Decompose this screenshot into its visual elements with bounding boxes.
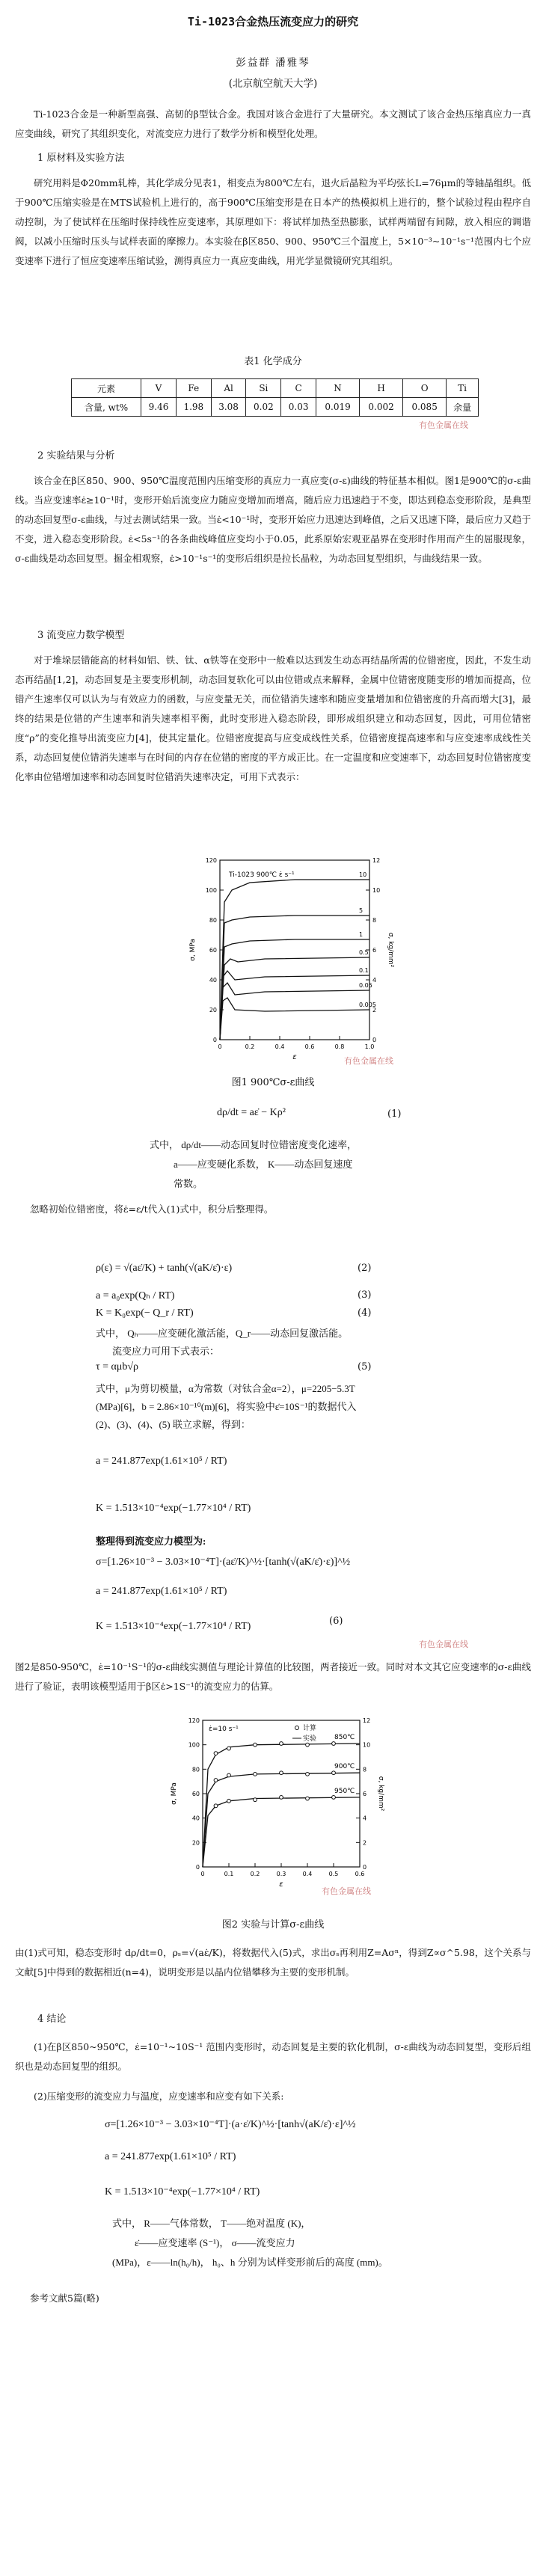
data-point	[332, 1742, 336, 1746]
equation-explanation: 式中，μ为剪切模量，α为常数（对钛合金α=2），μ=2205−5.3T	[96, 1383, 355, 1394]
equation-explanation: (MPa)[6]，b = 2.86×10⁻¹⁰(m)[6]，将实验中ε̇=10S⁻¹的数据代入	[96, 1401, 357, 1412]
legend-exp: 实验	[303, 1735, 317, 1743]
rate-label: ε̇=10 s⁻¹	[209, 1726, 239, 1733]
x-tick-label: 0.6	[355, 1871, 365, 1877]
y2-tick-label: 0	[363, 1864, 367, 1871]
series-line-0.005	[220, 998, 369, 1040]
equation-explanation: 流变应力可用下式表示：	[112, 1346, 220, 1357]
figure-1-chart	[187, 851, 404, 1068]
x-tick-label: 1.0	[364, 1043, 375, 1050]
results-paragraph: 该合金在β区850、900、950℃温度范围内压缩变形的真应力一真应变(σ-ε)曲线的特征基本相似。图1是900℃的σ-ε曲线。当应变速率ε̇≥10⁻¹时，变形开始后流变应力随应变增加而增高，随后应力迅速趋于不变，即达到稳态变形阶段，是典型的动态回复型σ-ε曲线，与过去测试结果一致。当ε̇<10⁻¹时，变形开始应力迅速达到峰值，之后又迅速下降，最后应力又趋于不变，进入稳态变形阶段。ε̇<5s⁻¹的各条曲线峰值应变均小于0.05，此系原始宏观亚晶界在变形时作用而产生的屈服现象，σ-ε曲线是动态回复型。掘金相观察，ε̇>10⁻¹s⁻¹的变形后组织是拉长晶粒，为动态回复型组织，与曲线结果一致。	[15, 475, 531, 564]
table-cell: Si	[246, 379, 281, 398]
figure-2-paragraph: 图2是850-950℃，ε̇=10⁻¹S⁻¹的σ-ε曲线实测值与理论计算值的比较图，两者接近一致。同时对本文其它应变速率的σ-ε曲线进行了验证，表明该模型适用于β区ε̇>1S⁻¹的流变应力的估算。	[15, 1661, 531, 1692]
table-cell: V	[141, 379, 177, 398]
table-cell: C	[281, 379, 316, 398]
equation-2-number: (2)	[358, 1263, 372, 1274]
equation-1-number: (1)	[387, 1108, 402, 1120]
conclusion-symbols: ε̇——应变速率 (S⁻¹)， σ——流变应力	[135, 2237, 295, 2248]
watermark-text: 有色金属在线	[344, 1056, 393, 1066]
table-cell: 元素	[72, 379, 141, 398]
x-axis-label: ε	[279, 1880, 283, 1889]
data-point	[227, 1773, 231, 1777]
x-tick-label: 0.5	[328, 1871, 339, 1877]
x-tick-label: 0.6	[304, 1043, 315, 1050]
y-tick-label: 80	[209, 917, 217, 924]
y-tick-label: 0	[212, 1037, 217, 1043]
data-point	[254, 1798, 257, 1802]
watermark-text: 有色金属在线	[419, 420, 468, 430]
abstract-paragraph: Ti-1023合金是一种新型高强、高韧的β型钛合金。我国对该合金进行了大量研究。本文测试了该合金热压缩真应力一真应变曲线，研究了其组织变化，对流变应力进行了数学分析和模型化处理。	[15, 108, 531, 139]
data-point	[227, 1799, 231, 1803]
data-point	[332, 1796, 336, 1800]
equation-4: K = K₀exp(− Q_r / RT)	[96, 1307, 194, 1319]
series-label: 0.1	[359, 967, 369, 974]
conclusion-equation-a: a = 241.877exp(1.61×10⁵ / RT)	[105, 2151, 236, 2162]
data-point	[254, 1743, 257, 1747]
y-tick-label: 40	[209, 977, 217, 984]
references-note: 参考文献5篇(略)	[30, 2293, 99, 2304]
table-row	[72, 398, 479, 417]
plot-frame	[220, 860, 369, 1040]
y-axis-label: σ, MPa	[171, 1782, 178, 1805]
table-cell: 9.46	[141, 398, 177, 417]
methods-paragraph: 研究用料是Φ20mm轧棒，其化学成分见表1，相变点为800℃左右，退火后晶粒为平均弦长L=76μm的等轴晶组织。低于900℃压缩实验是在MTS试验机上进行的，高于900℃压缩变形是在日本产的热模拟机上进行的，整个试验过程由程序自动控制，为了使试样在压缩时保持线性应变速率，其原理如下：将试样加热至热膨胀，试样两端留有间隙，放入相应的调谐阀，以减小压缩时压头与试样表面的摩擦力。本实验在β区850、900、950℃三个温度上，5×10⁻³~10⁻¹s⁻¹范围内七个应变速率下进行了恒应变速率压缩试验，测得真应力一真应变曲线，用光学显微镜研究其组织。	[15, 177, 531, 266]
y-tick-label: 40	[191, 1815, 200, 1822]
conclusion-1: (1)在β区850~950℃，ε̇=10⁻¹~10S⁻¹ 范围内变形时，动态回复是主要的软化机制，σ-ε曲线为动态回复型，变形后组织也是动态回复型的组织。	[15, 2041, 531, 2072]
series-line-0.5	[220, 957, 369, 1040]
y-tick-label: 100	[188, 1741, 200, 1749]
conclusion-symbols: (MPa)，ε——ln(h₀/h)， h₀、h 分别为试样变形前后的高度 (mm)。	[112, 2257, 388, 2268]
figure-1-title: Ti-1023 900℃ ε̇ s⁻¹	[229, 871, 295, 879]
y-tick-label: 120	[188, 1717, 200, 1724]
series-line-950℃	[203, 1797, 360, 1867]
derivation-paragraph: 忽略初始位错密度，将ε̇=ε/t代入(1)式中，积分后整理得。	[30, 1203, 274, 1215]
y2-tick-label: 2	[372, 1007, 377, 1013]
table-cell: 0.002	[360, 398, 403, 417]
y-tick-label: 120	[205, 857, 217, 864]
table-cell: 余量	[447, 398, 479, 417]
equation-1-explanation: a——应变硬化系数， K——动态回复速度	[174, 1159, 353, 1170]
series-line-1	[220, 939, 369, 1040]
x-tick-label: 0.8	[334, 1043, 345, 1050]
y2-tick-label: 12	[372, 857, 381, 864]
paper-authors: 彭益群 潘雅琴	[236, 57, 310, 69]
series-label: 1	[359, 931, 364, 938]
section-heading-4: 4 结论	[37, 2014, 67, 2025]
data-point	[214, 1804, 218, 1808]
x-tick-label: 0.2	[250, 1871, 260, 1877]
data-point	[214, 1779, 218, 1782]
data-point	[280, 1742, 283, 1746]
x-tick-label: 0.4	[274, 1043, 285, 1050]
series-label: 10	[359, 871, 367, 878]
conclusion-equation: σ=[1.26×10⁻³ − 3.03×10⁻⁴T]·(a·ε̇/K)^½·[tanh√(aK/ε̇)·ε]^½	[105, 2119, 356, 2130]
series-label: 950℃	[334, 1787, 355, 1795]
data-point	[280, 1771, 283, 1775]
table-cell: O	[403, 379, 447, 398]
y2-tick-label: 12	[363, 1717, 371, 1724]
section-heading-2: 2 实验结果与分析	[37, 450, 115, 461]
stress-exponent-paragraph: 由(1)式可知，稳态变形时 dρ/dt=0，ρₛ=√(aε̇/K)，将数据代入(5)式，求出σₛ再利用Z=Aσⁿ，得到Z∝σ^5.98，这个关系与文献[5]中得到的数据相近(n=4)，说明变形是以晶内位错攀移为主要的变形机制。	[15, 1947, 531, 1978]
composition-table	[71, 378, 479, 417]
result-k: K = 1.513×10⁻⁴exp(−1.77×10⁴ / RT)	[96, 1503, 251, 1514]
result-a: a = 241.877exp(1.61×10⁵ / RT)	[96, 1456, 227, 1467]
conclusion-equation-k: K = 1.513×10⁻⁴exp(−1.77×10⁴ / RT)	[105, 2186, 260, 2198]
section-heading-3: 3 流变应力数学模型	[37, 630, 125, 641]
y2-tick-label: 4	[363, 1815, 367, 1822]
y-tick-label: 20	[191, 1839, 200, 1847]
y-tick-label: 60	[191, 1791, 200, 1797]
y-axis-label: σ, MPa	[189, 939, 197, 961]
paper-affiliation: (北京航空航天大学)	[228, 78, 318, 90]
table-cell: Fe	[176, 379, 211, 398]
model-heading: 整理得到流变应力模型为:	[96, 1536, 206, 1547]
y2-tick-label: 6	[363, 1791, 367, 1797]
equation-2: ρ(ε) = √(aε̇/K) + tanh(√(aK/ε̇)·ε)	[96, 1263, 233, 1274]
y2-tick-label: 10	[363, 1741, 371, 1749]
data-point	[306, 1797, 310, 1800]
series-label: 0.5	[359, 949, 369, 956]
table-cell: 含量, wt%	[72, 398, 141, 417]
table-cell: 0.02	[246, 398, 281, 417]
y2-tick-label: 4	[372, 977, 377, 984]
y2-axis-label: σ, kg/mm²	[387, 932, 394, 968]
data-point	[306, 1772, 310, 1776]
equation-3-number: (3)	[358, 1289, 372, 1301]
equation-5: τ = αμb√ρ	[96, 1361, 139, 1373]
table-cell: Ti	[447, 379, 479, 398]
y2-tick-label: 10	[372, 887, 381, 894]
x-tick-label: 0	[218, 1043, 222, 1050]
equation-3: a = a₀exp(Qₕ / RT)	[96, 1290, 175, 1301]
y-tick-label: 20	[209, 1007, 217, 1013]
y2-tick-label: 2	[363, 1839, 367, 1847]
table-cell: H	[360, 379, 403, 398]
equation-explanation: 式中， Qₕ——应变硬化激活能，Q_r——动态回复激活能。	[96, 1328, 349, 1339]
data-point	[254, 1772, 257, 1776]
model-equation-k: K = 1.513×10⁻⁴exp(−1.77×10⁴ / RT)	[96, 1621, 251, 1632]
equation-1-explanation: 式中， dρ/dt——动态回复时位错密度变化速率，	[150, 1139, 357, 1150]
y2-axis-label: σ, kg/mm²	[377, 1776, 384, 1812]
y2-tick-label: 0	[372, 1037, 377, 1043]
series-label: 5	[359, 907, 364, 914]
data-point	[214, 1752, 218, 1755]
data-point	[227, 1747, 231, 1750]
data-point	[332, 1771, 336, 1775]
data-point	[306, 1743, 310, 1747]
equation-1-explanation: 常数。	[174, 1178, 203, 1189]
y2-tick-label: 8	[363, 1766, 367, 1773]
x-tick-label: 0.4	[302, 1871, 313, 1877]
x-tick-label: 0.2	[245, 1043, 255, 1050]
model-paragraph: 对于堆垛层错能高的材料如铝、铁、钛、α铁等在变形中一般难以达到发生动态再结晶所需的位错密度，因此，不发生动态再结晶[1,2]，动态回复是主要变形机制，动态回复软化可以由位错或点来解释，金属中位错密度随变形的增加而提高，位错产生速率仅可以认为与有效应力的函数，与应变量无关，而位错消失速率和随应变量增加和位错密度的升高而增大[3]，最终的结果是位错的产生速率和消失速率相平衡，此时变形进入稳态阶段，即形成组织建立和动态回复，因此，可用位错密度“ρ”的变化推导出流变应力[4]，使其定量化。位错密度提高与应变成线性关系，位错密度提高速率和与应变速率成线性关系，动态回复使位错消失速率与在时间的内存在位错的密度的平方成正比。在一定温度和应变速率下，动态回复时位错密度变化率由位错增加速率和动态回复时位错消失速率决定，可用下式表示：	[15, 654, 531, 782]
equation-5-number: (5)	[358, 1361, 372, 1373]
watermark-text: 有色金属在线	[419, 1640, 468, 1649]
series-line-10	[220, 880, 369, 1040]
figure-2-chart	[168, 1710, 393, 1897]
y-tick-label: 100	[205, 887, 217, 894]
equation-4-number: (4)	[358, 1307, 372, 1319]
paper-title: Ti-1023合金热压流变应力的研究	[187, 15, 359, 28]
model-equation-a: a = 241.877exp(1.61×10⁵ / RT)	[96, 1586, 227, 1597]
data-point	[280, 1796, 283, 1800]
x-tick-label: 0.3	[276, 1871, 286, 1877]
model-equation: σ=[1.26×10⁻³ − 3.03×10⁻⁴T]·(aε̇/K)^½·[tanh(√(aK/ε̇)·ε)]^½	[96, 1557, 351, 1568]
y-tick-label: 80	[191, 1766, 200, 1773]
x-tick-label: 0	[200, 1871, 205, 1877]
table-cell: N	[316, 379, 360, 398]
equation-explanation: (2)、(3)、(4)、(5) 联立求解，得到：	[96, 1419, 251, 1430]
legend-marker-calc	[295, 1726, 299, 1730]
series-label: 0.005	[359, 1002, 376, 1008]
table-cell: 1.98	[176, 398, 211, 417]
x-tick-label: 0.1	[224, 1871, 234, 1877]
series-line-5	[220, 916, 369, 1040]
table-cell: 0.019	[316, 398, 360, 417]
legend-calc: 计算	[303, 1725, 317, 1732]
table-cell: 0.03	[281, 398, 316, 417]
table-cell: 0.085	[403, 398, 447, 417]
y-tick-label: 60	[209, 947, 217, 954]
series-line-0.1	[220, 971, 369, 1040]
conclusion-symbols: 式中， R——气体常数， T——绝对温度 (K)，	[112, 2218, 311, 2229]
x-axis-label: ε	[292, 1053, 297, 1061]
figure-2-caption: 图2 实验与计算σ-ε曲线	[221, 1919, 325, 1931]
table-cell: 3.08	[211, 398, 246, 417]
series-label: 850℃	[334, 1734, 355, 1742]
table-title: 表1 化学成分	[244, 356, 302, 367]
series-label: 0.05	[359, 982, 372, 989]
conclusion-2: (2)压缩变形的流变应力与温度，应变速率和应变有如下关系:	[34, 2091, 284, 2102]
series-label: 900℃	[334, 1763, 355, 1771]
series-line-850℃	[203, 1744, 360, 1867]
section-heading-1: 1 原材料及实验方法	[37, 153, 125, 164]
figure-1-caption: 图1 900℃σ-ε曲线	[231, 1077, 315, 1088]
table-cell: Al	[211, 379, 246, 398]
table-header-row	[72, 379, 479, 398]
equation-6-number: (6)	[329, 1616, 343, 1627]
equation-1: dρ/dt = aε̇ − Kρ²	[217, 1107, 286, 1118]
watermark-text: 有色金属在线	[322, 1886, 371, 1896]
y2-tick-label: 6	[372, 947, 377, 954]
y-tick-label: 0	[195, 1864, 200, 1871]
y2-tick-label: 8	[372, 917, 377, 924]
